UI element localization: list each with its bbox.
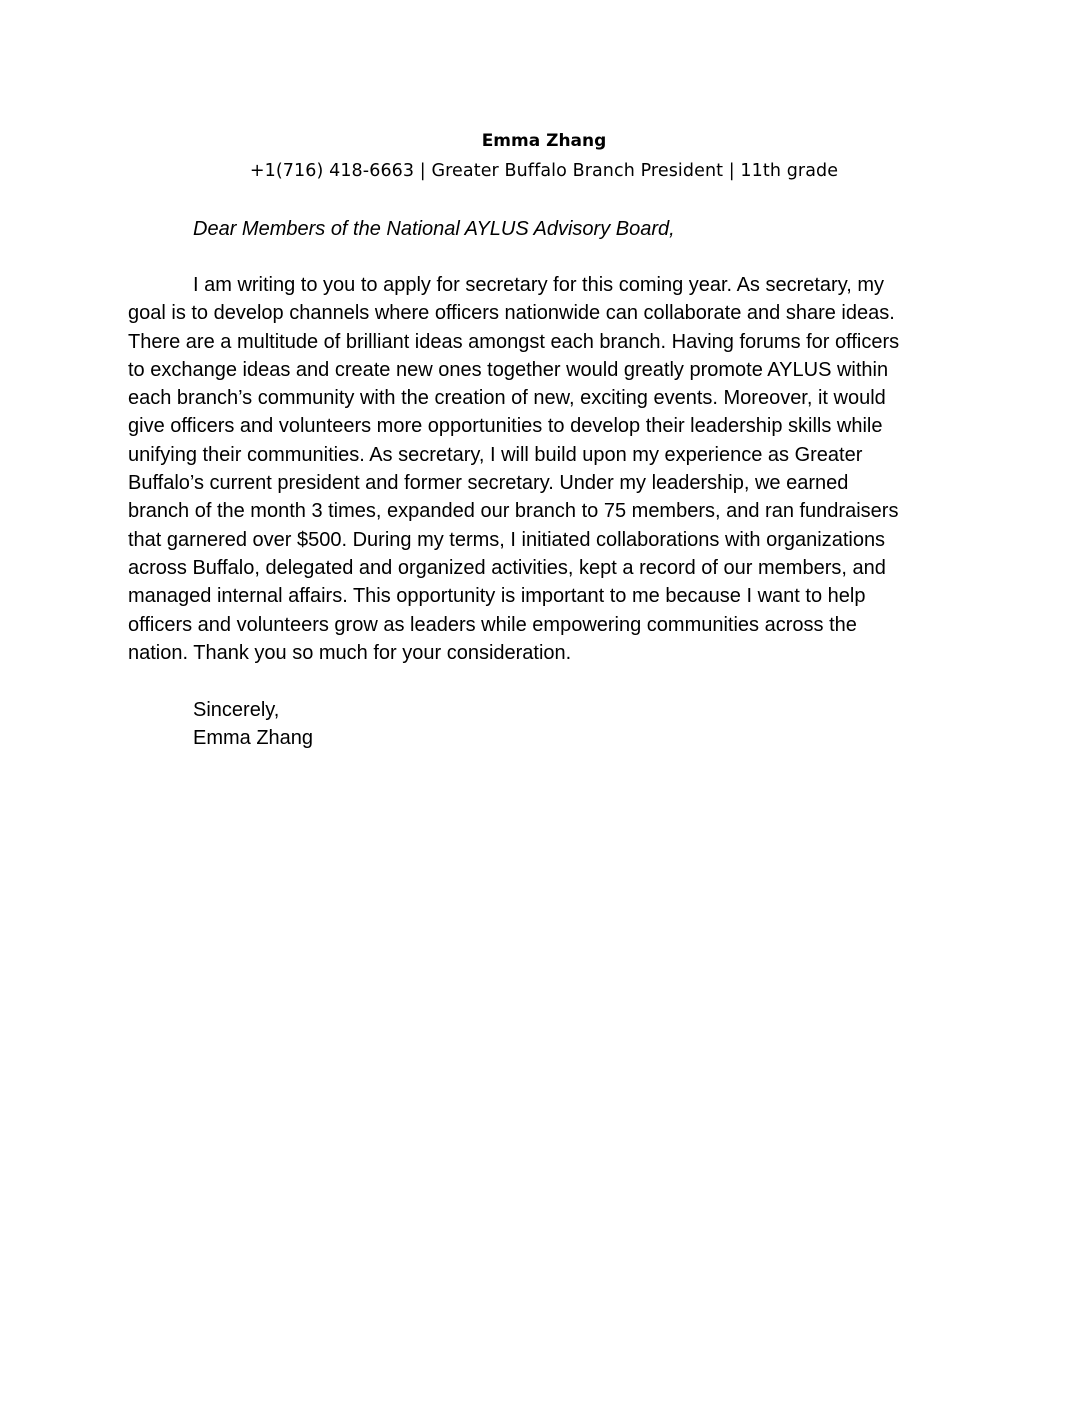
author-name: Emma Zhang: [481, 131, 607, 151]
body-line: managed internal affairs. This opportunity is important to me because I want to help: [128, 585, 866, 608]
body-line: across Buffalo, delegated and organized activities, kept a record of our members, and: [128, 556, 886, 579]
body-line: each branch’s community with the creation of new, exciting events. Moreover, it would: [128, 387, 886, 410]
body-line: There are a multitude of brilliant ideas amongst each branch. Having forums for officers: [128, 330, 900, 353]
body-line: that garnered over $500. During my terms, I initiated collaborations with organizations: [128, 528, 886, 551]
author-contact-line: +1(716) 418-6663 | Greater Buffalo Branch President | 11th grade: [249, 161, 839, 181]
signature-name: Emma Zhang: [193, 727, 314, 749]
body-line: Buffalo’s current president and former secretary. Under my leadership, we earned: [128, 472, 849, 495]
letter-closing: [193, 696, 313, 752]
body-line: unifying their communities. As secretary, I will build upon my experience as Greater: [128, 443, 863, 466]
letter-body: [128, 271, 968, 667]
salutation: Dear Members of the National AYLUS Advisory Board,: [193, 218, 675, 240]
closing-phrase: Sincerely,: [193, 699, 280, 721]
body-line: branch of the month 3 times, expanded our branch to 75 members, and ran fundraisers: [128, 500, 899, 523]
body-line: goal is to develop channels where officers nationwide can collaborate and share ideas.: [128, 302, 895, 325]
body-line: give officers and volunteers more opportunities to develop their leadership skills while: [128, 415, 883, 438]
body-line: to exchange ideas and create new ones together would greatly promote AYLUS within: [128, 358, 889, 381]
body-line: I am writing to you to apply for secretary for this coming year. As secretary, my: [193, 274, 884, 296]
body-line: nation. Thank you so much for your consideration.: [128, 641, 572, 664]
body-line: officers and volunteers grow as leaders while empowering communities across the: [128, 613, 857, 636]
